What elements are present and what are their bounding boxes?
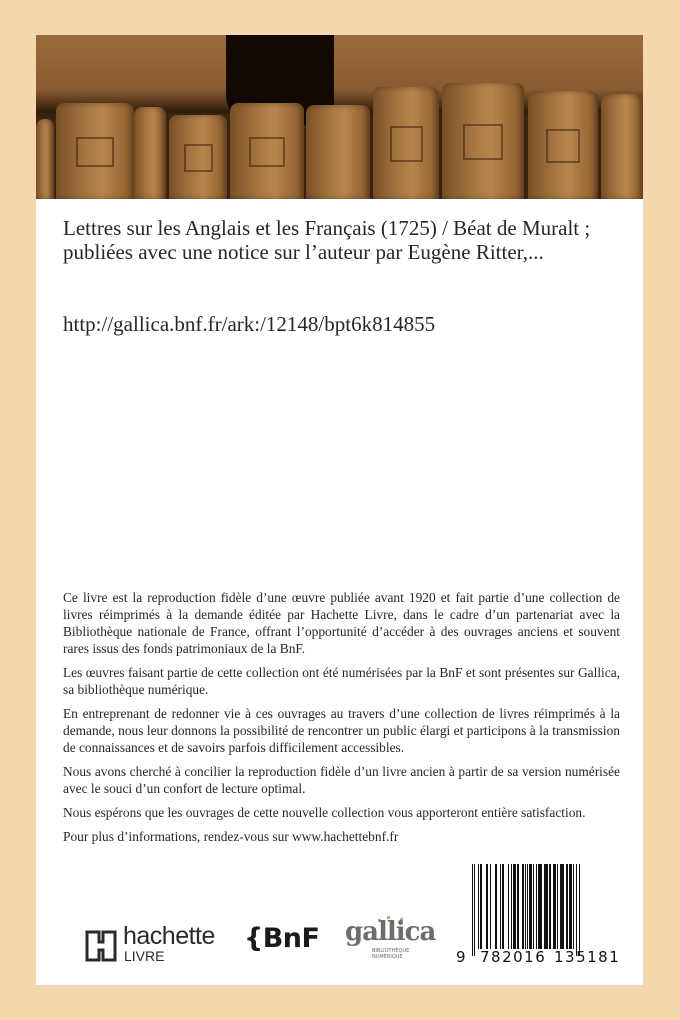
collection-description [63, 589, 620, 852]
barcode-group-2: 135181 [554, 948, 621, 966]
hachette-wordmark: hachette [123, 922, 215, 950]
book-spine [442, 83, 524, 199]
description-paragraph: Pour plus d’informations, rendez-vous sur www.hachettebnf.fr [63, 829, 399, 844]
isbn-barcode [452, 864, 632, 972]
barcode-bars [472, 864, 626, 949]
description-paragraph: Les œuvres faisant partie de cette collection ont été numérisées par la BnF et sont présentes sur Gallica, sa bibliothèque numérique. [63, 665, 620, 697]
description-paragraph: Nous espérons que les ouvrages de cette nouvelle collection vous apporteront entière satisfaction. [63, 805, 586, 820]
book-spine [601, 94, 643, 199]
bnf-logo: {BnF [244, 923, 320, 954]
gallica-wordmark: gallica [345, 917, 436, 947]
book-spine [230, 103, 304, 199]
gallica-ark-link[interactable]: http://gallica.bnf.fr/ark:/12148/bpt6k814855 [63, 312, 436, 336]
livre-wordmark: LIVRE [124, 948, 165, 964]
book-spine [36, 119, 54, 199]
cover-photo-book-spines [36, 35, 643, 199]
back-cover-panel [36, 199, 643, 985]
barcode-bar [579, 864, 580, 956]
book-spine [373, 87, 439, 199]
book-spine [134, 107, 166, 199]
description-paragraph: Ce livre est la reproduction fidèle d’une œuvre publiée avant 1920 et fait partie d’une collection de livres réimprimés à la demande éditée par Hachette Livre, dans le cadre d’un partenariat avec la Bibliothèque nationale de France, offrant l’opportunité d’accéder à des ouvrages anciens et souvent rares issus des fonds patrimoniaux de la BnF. [63, 590, 620, 656]
description-paragraph: Nous avons cherché à concilier la reproduction fidèle d’un livre ancien à partir de sa version numérisée avec le souci d’un confort de lecture optimal. [63, 764, 620, 796]
book-spine [56, 103, 134, 199]
book-spine [306, 105, 370, 199]
book-spine [169, 115, 227, 199]
gallica-subtitle: BIBLIOTHÈQUE NUMÉRIQUE [372, 948, 410, 960]
book-spine [528, 91, 598, 199]
hachette-h-icon [85, 930, 117, 962]
barcode-group-1: 782016 [480, 948, 547, 966]
description-paragraph: En entreprenant de redonner vie à ces ouvrages au travers d’une collection de livres réimprimés à la demande, nous leur donnons la possibilité de rencontrer un public élargi et participons à la transmission de connaissances et de savoirs parfois difficilement accessibles. [63, 706, 620, 755]
gallica-logo [345, 917, 436, 965]
barcode-lead-digit: 9 [456, 948, 466, 966]
publisher-logos [36, 899, 643, 979]
book-title: Lettres sur les Anglais et les Français (1725) / Béat de Muralt ; publiées avec une notice sur l’auteur par Eugène Ritter,... [63, 216, 591, 264]
